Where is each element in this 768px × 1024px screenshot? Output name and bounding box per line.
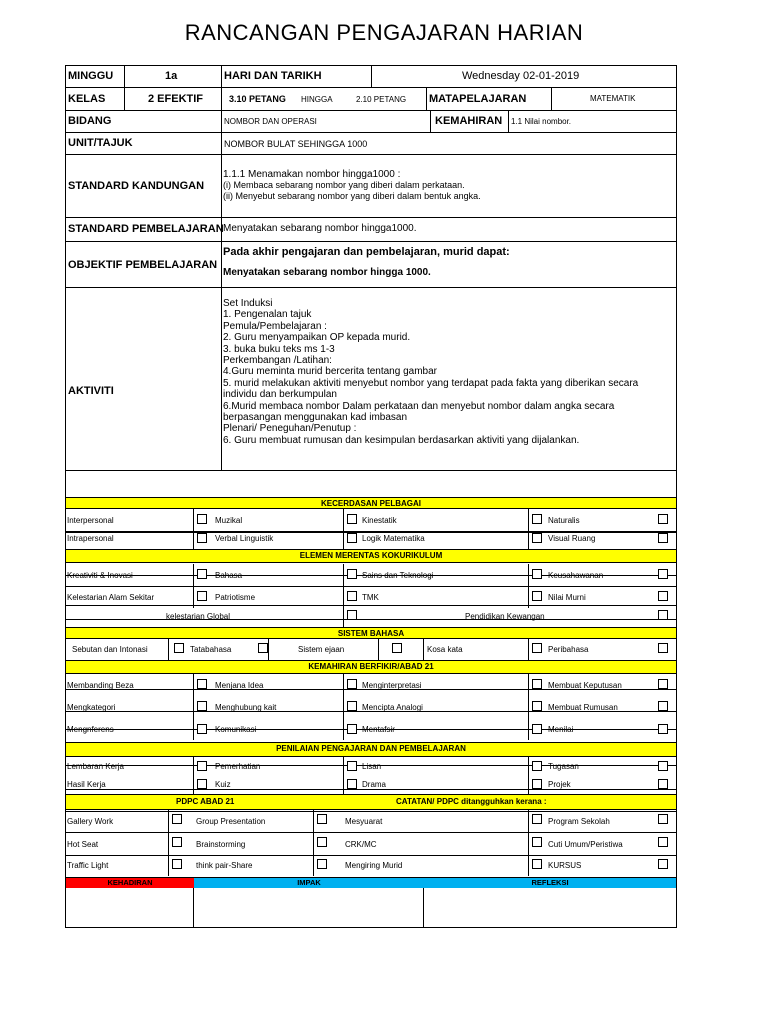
kb-checkbox-2[interactable]: [347, 679, 357, 689]
kp-kinestatik: Kinestatik: [362, 516, 397, 525]
pn-checkbox-8[interactable]: [658, 779, 668, 789]
emk-patriotisme: Patriotisme: [215, 593, 256, 602]
kp-checkbox-5[interactable]: [197, 533, 207, 543]
page-title: RANCANGAN PENGAJARAN HARIAN: [184, 20, 584, 45]
pd-cuti: Cuti Umum/Peristiwa: [548, 840, 623, 849]
emk-checkbox-1[interactable]: [197, 569, 207, 579]
pn-lisan: Lisan: [362, 762, 382, 771]
emk-header: ELEMEN MERENTAS KOKURIKULUM: [66, 549, 676, 563]
kb-menjana: Menjana Idea: [215, 681, 264, 690]
bidang-label: BIDANG: [68, 115, 112, 127]
pd-checkbox-2[interactable]: [317, 814, 327, 824]
pd-checkbox-5[interactable]: [172, 837, 182, 847]
impak-area[interactable]: [194, 888, 424, 928]
emk-bahasa: Bahasa: [215, 571, 243, 580]
kp-intrapersonal: Intrapersonal: [67, 534, 114, 543]
emk-kreativiti: Kreativiti & Inovasi: [67, 571, 133, 580]
kp-verbal: Verbal Linguistik: [215, 534, 274, 543]
kb-checkbox-5[interactable]: [197, 701, 207, 711]
matapelajaran-label: MATAPELAJARAN: [429, 93, 527, 105]
sk-line-1: 1.1.1 Menamakan nombor hingga1000 :: [223, 169, 401, 180]
objektif-label: OBJEKTIF PEMBELAJARAN: [68, 259, 218, 271]
matapelajaran-value: MATEMATIK: [590, 94, 636, 103]
kb-checkbox-8[interactable]: [658, 701, 668, 711]
kb-analogi: Mencipta Analogi: [362, 703, 423, 712]
pn-checkbox-4[interactable]: [658, 761, 668, 771]
pd-gallery: Gallery Work: [67, 817, 114, 826]
sistem-bahasa-header: SISTEM BAHASA: [66, 627, 676, 639]
pd-crk: CRK/MC: [345, 840, 377, 849]
refleksi-header: REFLEKSI: [424, 877, 676, 888]
pn-projek: Projek: [548, 780, 571, 789]
pd-checkbox-4[interactable]: [658, 814, 668, 824]
pd-mesyuarat: Mesyuarat: [345, 817, 383, 826]
pd-checkbox-9[interactable]: [172, 859, 182, 869]
kp-checkbox-7[interactable]: [532, 533, 542, 543]
emk-pendidikan-kewangan: Pendidikan Kewangan: [465, 612, 545, 621]
kecerdasan-header: KECERDASAN PELBAGAI: [66, 497, 676, 509]
pd-mengiring: Mengiring Murid: [345, 861, 403, 870]
sb-checkbox-2[interactable]: [258, 643, 268, 653]
kp-naturalis: Naturalis: [548, 516, 580, 525]
kb-checkbox-11[interactable]: [532, 724, 542, 734]
kb-checkbox-12[interactable]: [658, 724, 668, 734]
kemahiran-label: KEMAHIRAN: [435, 115, 503, 127]
pd-brainstorming: Brainstorming: [196, 840, 246, 849]
pn-checkbox-6[interactable]: [347, 779, 357, 789]
pdpc-header-left: PDPC ABAD 21: [176, 797, 235, 806]
sb-tatabahasa: Tatabahasa: [190, 645, 232, 654]
emk-checkbox-3[interactable]: [532, 569, 542, 579]
kehadiran-area[interactable]: [66, 888, 194, 928]
pd-program: Program Sekolah: [548, 817, 610, 826]
hingga-label: HINGGA: [301, 95, 333, 104]
kb-menginterpretasi: Menginterpretasi: [362, 681, 422, 690]
hari-value: Wednesday 02-01-2019: [462, 70, 580, 82]
kb-keputusan: Membuat Keputusan: [548, 681, 622, 690]
objektif-line-2: Menyatakan sebarang nombor hingga 1000.: [223, 267, 431, 278]
pd-checkbox-10[interactable]: [317, 859, 327, 869]
pd-checkbox-8[interactable]: [658, 837, 668, 847]
pn-checkbox-7[interactable]: [532, 779, 542, 789]
kp-interpersonal: Interpersonal: [67, 516, 114, 525]
kp-checkbox-4[interactable]: [658, 514, 668, 524]
aktiviti-label: AKTIVITI: [68, 385, 114, 397]
pd-traffic: Traffic Light: [67, 861, 109, 870]
standard-kandungan-label: STANDARD KANDUNGAN: [68, 180, 205, 192]
sb-kosa-kata: Kosa kata: [427, 645, 463, 654]
minggu-label: MINGGU: [68, 70, 114, 82]
objektif-line-1: Pada akhir pengajaran dan pembelajaran, murid dapat:: [223, 246, 510, 258]
kb-mengnferens: Mengnferens: [67, 725, 114, 734]
bidang-value: NOMBOR DAN OPERASI: [224, 117, 317, 126]
kp-checkbox-8[interactable]: [658, 533, 668, 543]
pn-tugasan: Tugasan: [548, 762, 579, 771]
sk-line-2: (i) Membaca sebarang nombor yang diberi dalam perkataan.: [223, 180, 465, 190]
emk-checkbox-6[interactable]: [347, 591, 357, 601]
kp-checkbox-2[interactable]: [347, 514, 357, 524]
kb-checkbox-4[interactable]: [658, 679, 668, 689]
sb-sistem-ejaan: Sistem ejaan: [298, 645, 345, 654]
impak-header: IMPAK: [194, 877, 424, 888]
emk-tmk: TMK: [362, 593, 379, 602]
sb-checkbox-4[interactable]: [532, 643, 542, 653]
kp-checkbox-3[interactable]: [532, 514, 542, 524]
pn-lembaran: Lembaran Kerja: [67, 762, 124, 771]
pd-checkbox-11[interactable]: [532, 859, 542, 869]
kb-checkbox-10[interactable]: [347, 724, 357, 734]
pn-pemerhatian: Pemerhatian: [215, 762, 261, 771]
kp-checkbox-1[interactable]: [197, 514, 207, 524]
emk-kelestarian-alam: Kelestarian Alam Sekitar: [67, 593, 155, 602]
kehadiran-header: KEHADIRAN: [66, 877, 194, 888]
pn-checkbox-3[interactable]: [532, 761, 542, 771]
pd-checkbox-1[interactable]: [172, 814, 182, 824]
standard-pembelajaran-label: STANDARD PEMBELAJARAN: [68, 223, 224, 235]
emk-kelestarian-global: kelestarian Global: [166, 612, 231, 621]
kb-mentafsir: Mentafsir: [362, 725, 395, 734]
pn-hasil-kerja: Hasil Kerja: [67, 780, 106, 789]
kb-mengkategori: Mengkategori: [67, 703, 116, 712]
emk-checkbox-9[interactable]: [347, 610, 357, 620]
pdpc-header-right: CATATAN/ PDPC ditangguhkan kerana :: [396, 797, 547, 806]
sb-checkbox-3[interactable]: [392, 643, 402, 653]
kbat-header: KEMAHIRAN BERFIKIR/ABAD 21: [66, 660, 676, 674]
kp-visual: Visual Ruang: [548, 534, 596, 543]
pd-group: Group Presentation: [196, 817, 266, 826]
emk-checkbox-7[interactable]: [532, 591, 542, 601]
pd-checkbox-3[interactable]: [532, 814, 542, 824]
kb-checkbox-6[interactable]: [347, 701, 357, 711]
pn-checkbox-2[interactable]: [347, 761, 357, 771]
kemahiran-value: 1.1 Nilai nombor.: [511, 117, 572, 126]
time-start: 3.10 PETANG: [229, 94, 286, 104]
emk-checkbox-10[interactable]: [658, 610, 668, 620]
unit-value: NOMBOR BULAT SEHINGGA 1000: [224, 139, 368, 149]
emk-nilai-murni: Nilai Murni: [548, 593, 586, 602]
pd-checkbox-7[interactable]: [532, 837, 542, 847]
unit-label: UNIT/TAJUK: [68, 137, 133, 149]
minggu-value: 1a: [165, 70, 178, 82]
pn-checkbox-1[interactable]: [197, 761, 207, 771]
pd-kursus: KURSUS: [548, 861, 582, 870]
pd-checkbox-12[interactable]: [658, 859, 668, 869]
emk-checkbox-2[interactable]: [347, 569, 357, 579]
kb-checkbox-3[interactable]: [532, 679, 542, 689]
emk-keusahawanan: Keusahawanan: [548, 571, 604, 580]
standard-pembelajaran-value: Menyatakan sebarang nombor hingga1000.: [223, 223, 417, 234]
emk-checkbox-4[interactable]: [658, 569, 668, 579]
kp-logik: Logik Matematika: [362, 534, 425, 543]
kb-menilai: Menilai: [548, 725, 574, 734]
pd-think: think pair-Share: [196, 861, 253, 870]
aktiviti-text: Set Induksi 1. Pengenalan tajuk Pemula/Pembelajaran : 2. Guru menyampaikan OP kepada murid. 3. buka buku teks ms 1-3 Perkembangan /Latihan: 4.Guru meminta murid bercerita tentang gambar 5. murid melakukan aktiviti menyebut nombor yang terdapat pada fakta yang diberikan secara individu dan berkumpulan 6.Murid membaca nombor Dalam perkataan dan menyebut nombor dalam angka secara berpasangan menggunakan kad imbasan Plenari/ Peneguhan/Penutup : 6. Guru membuat rumusan dan kesimpulan berdasarkan aktiviti yang dijalankan.: [223, 298, 639, 446]
kb-menghubung: Menghubung kait: [215, 703, 277, 712]
pd-checkbox-6[interactable]: [317, 837, 327, 847]
sb-checkbox-5[interactable]: [658, 643, 668, 653]
sb-peribahasa: Peribahasa: [548, 645, 589, 654]
pn-drama: Drama: [362, 780, 387, 789]
penilaian-header: PENILAIAN PENGAJARAN DAN PEMBELAJARAN: [66, 742, 676, 757]
kb-checkbox-7[interactable]: [532, 701, 542, 711]
pdpc-header: [66, 794, 676, 810]
kp-checkbox-6[interactable]: [347, 533, 357, 543]
kelas-value: 2 EFEKTIF: [148, 93, 204, 105]
hari-label: HARI DAN TARIKH: [224, 70, 322, 82]
sb-checkbox-1[interactable]: [174, 643, 184, 653]
kelas-label: KELAS: [68, 93, 106, 105]
sk-line-3: (ii) Menyebut sebarang nombor yang diberi dalam bentuk angka.: [223, 191, 481, 201]
kb-checkbox-9[interactable]: [197, 724, 207, 734]
emk-checkbox-5[interactable]: [197, 591, 207, 601]
pn-kuiz: Kuiz: [215, 780, 231, 789]
time-end: 2.10 PETANG: [356, 95, 407, 104]
pd-hot-seat: Hot Seat: [67, 840, 99, 849]
kb-rumusan: Membuat Rumusan: [548, 703, 618, 712]
emk-checkbox-8[interactable]: [658, 591, 668, 601]
kb-membanding: Membanding Beza: [67, 681, 134, 690]
kb-checkbox-1[interactable]: [197, 679, 207, 689]
emk-sains: Sains dan Teknologi: [362, 571, 434, 580]
kp-muzikal: Muzikal: [215, 516, 243, 525]
refleksi-area[interactable]: [424, 888, 676, 928]
sb-sebutan: Sebutan dan Intonasi: [72, 645, 148, 654]
pn-checkbox-5[interactable]: [197, 779, 207, 789]
kb-komunikasi: Komunikasi: [215, 725, 257, 734]
